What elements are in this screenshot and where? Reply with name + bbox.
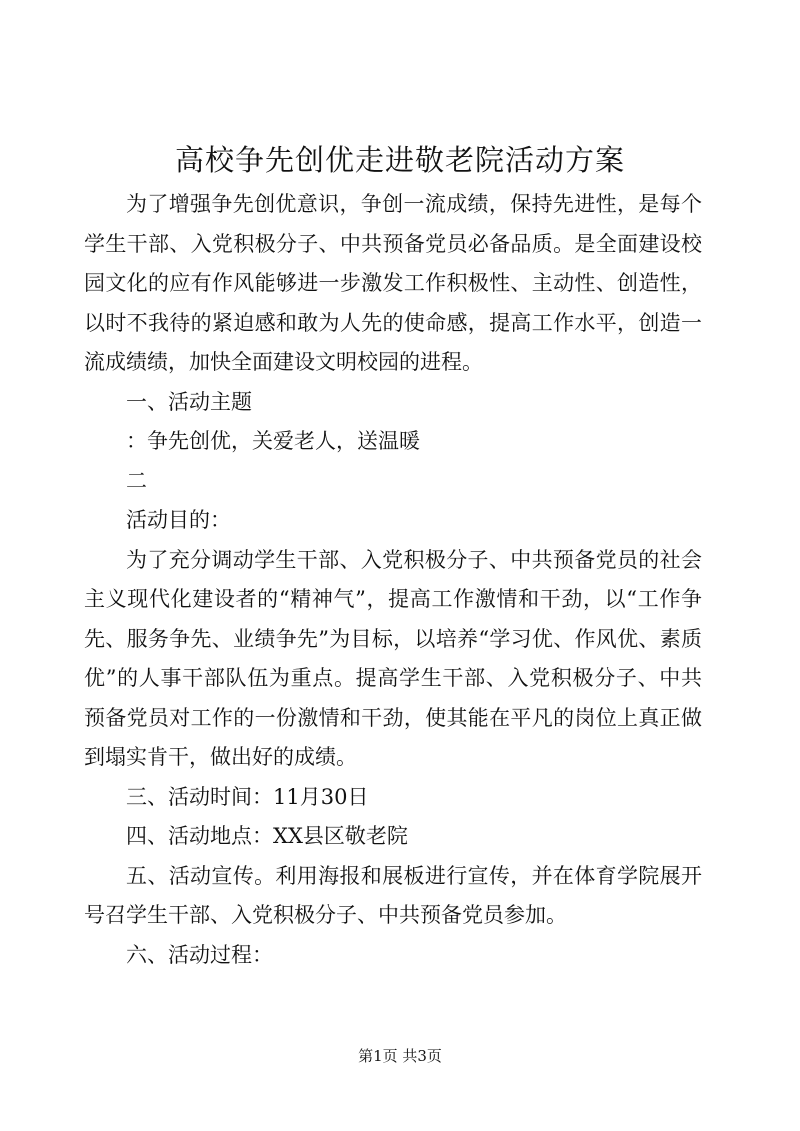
document-title: 高校争先创优走进敬老院活动方案 [174,143,625,177]
paragraph-intro: 为了增强争先创优意识，争创一流成绩，保持先进性，是每个学生干部、入党积极分子、中共预备党员必备品质。是全面建设校园文化的应有作风能够进一步激发工作积极性、主动性、创造性，以时不我待的紧迫感和敢为人先的使命感，提高工作水平，创造一流成绩绩，加快全面建设文明校园的进程。 [84,192,702,374]
paragraph-theme-content: ：争先创优，关爱老人，送温暖 [126,429,420,453]
paragraph-purpose-content: 为了充分调动学生干部、入党积极分子、中共预备党员的社会主义现代化建设者的“精神气”，提高工作激情和干劲，以“工作争先、服务争先、业绩争先”为目标，以培养“学习优、作风优、素质优”的人事干部队伍为重点。提高学生干部、入党积极分子、中共预备党员对工作的一份激情和干劲，使其能在平凡的岗位上真正做到塌实肯干，做出好的成绩。 [84,547,702,769]
paragraph-promotion: 五、活动宣传。利用海报和展板进行宣传，并在体育学院展开号召学生干部、入党积极分子、中共预备党员参加。 [84,863,702,927]
paragraph-section-two: 二 [126,468,147,493]
paragraph-time: 三、活动时间：11月30日 [126,784,369,809]
paragraph-location: 四、活动地点：XX县区敬老院 [126,824,408,848]
document-body [84,185,702,975]
paragraph-process-heading: 六、活动过程： [126,942,273,967]
page-footer: 第1页 共3页 [358,1047,442,1065]
paragraph-purpose-heading: 活动目的： [126,508,231,532]
paragraph-theme-heading: 一、活动主题 [126,389,252,414]
